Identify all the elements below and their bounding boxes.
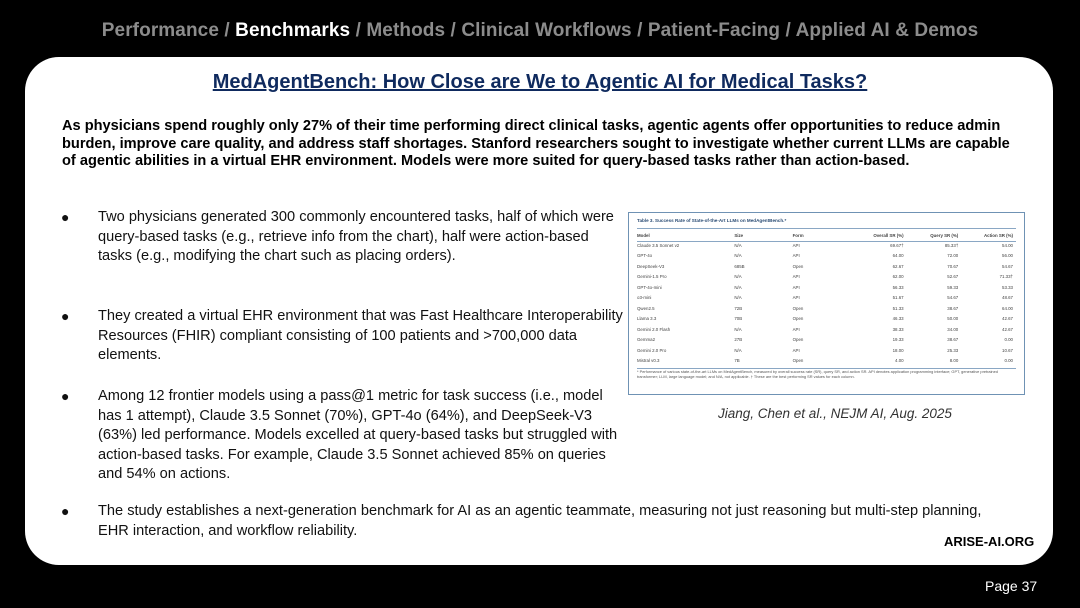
table-cell: 19.33 bbox=[892, 337, 904, 343]
table-cell: 64.00 bbox=[1002, 305, 1013, 311]
table-cell: 70.67 bbox=[947, 263, 959, 269]
table-cell: 50.00 bbox=[947, 316, 959, 322]
table-row bbox=[637, 356, 1017, 367]
table-footnote: * Performance of various state-of-the-art LLMs on MedAgentBench, measured by overall success rate (SR), query SR, and action SR. API denotes application programming interface; GPT, generative pretrained transformer; LLM, large language model; and N/A, not applicable. † These are the best performing SR values for each column. bbox=[637, 369, 998, 379]
table-cell: Open bbox=[792, 305, 804, 311]
table-row bbox=[637, 272, 1017, 283]
bullet-dot: ● bbox=[61, 388, 70, 404]
table-cell: 7B bbox=[734, 358, 740, 364]
table-cell: 53.33 bbox=[1002, 284, 1013, 290]
table-cell: Gemini 2.0 Flash bbox=[637, 326, 671, 332]
table-cell: API bbox=[792, 253, 800, 259]
results-table-figure bbox=[628, 212, 1025, 395]
table-cell: Gemini 2.0 Pro bbox=[637, 347, 667, 353]
table-row bbox=[637, 345, 1017, 356]
table-cell: GPT-4o-mini bbox=[637, 284, 662, 290]
table-row bbox=[637, 251, 1017, 262]
table-cell: 42.67 bbox=[1002, 316, 1013, 322]
table-header-row bbox=[637, 230, 1017, 240]
table-cell: API bbox=[792, 326, 800, 332]
citation-text: Jiang, Chen et al., NEJM AI, Aug. 2025 bbox=[718, 406, 952, 421]
table-cell: GPT-4o bbox=[637, 253, 653, 259]
table-cell: 0.00 bbox=[1004, 337, 1013, 343]
breadcrumb-nav bbox=[0, 20, 1080, 42]
table-cell: 54.67 bbox=[947, 295, 959, 301]
table-cell: DeepSeek-V3 bbox=[637, 263, 665, 269]
nav-separator: / bbox=[219, 20, 236, 41]
bullet-text: They created a virtual EHR environment that was Fast Healthcare Interoperability Resources (FHIR) compliant consisting of 100 patients and >700,000 data elements. bbox=[98, 308, 623, 363]
bullet-text: The study establishes a next-generation benchmark for AI as an agentic teammate, measuring not just reasoning but multi-step planning, EHR interaction, and workflow reliability. bbox=[98, 503, 982, 539]
table-cell: 685B bbox=[734, 263, 745, 269]
table-cell: 51.33 bbox=[892, 305, 904, 311]
intro-paragraph: As physicians spend roughly only 27% of their time performing direct clinical tasks, agentic agents offer opportunities to reduce admin burden, improve care quality, and address staff shortages. Stanford researchers sought to investigate whether current LLMs are capable of agentic abilities in a virtual EHR environment. Models were more suited for query-based tasks rather than action-based. bbox=[62, 118, 1010, 169]
table-cell: 38.67 bbox=[947, 337, 959, 343]
table-cell: 56.00 bbox=[1002, 253, 1013, 259]
table-cell: 27B bbox=[734, 337, 743, 343]
table-cell: 48.67 bbox=[1002, 295, 1013, 301]
results-table bbox=[637, 230, 1017, 366]
table-cell: 62.67 bbox=[892, 263, 904, 269]
table-cell: N/A bbox=[734, 274, 742, 280]
nav-separator: / bbox=[780, 20, 796, 41]
bullet-dot: ● bbox=[61, 209, 70, 225]
nav-item-clinical-workflows[interactable]: Clinical Workflows bbox=[461, 20, 632, 41]
table-row bbox=[637, 303, 1017, 314]
table-cell: Llama 3.3 bbox=[637, 316, 657, 322]
table-cell: Open bbox=[792, 263, 804, 269]
table-cell: 25.33 bbox=[947, 347, 959, 353]
nav-item-patient-facing[interactable]: Patient-Facing bbox=[647, 20, 781, 41]
table-cell: 10.67 bbox=[1002, 347, 1013, 353]
bullet-dot: ● bbox=[61, 308, 70, 324]
table-row bbox=[637, 282, 1017, 293]
table-cell: 71.33† bbox=[999, 274, 1013, 280]
table-cell: 59.33 bbox=[947, 284, 959, 290]
table-cell: 8.00 bbox=[949, 358, 959, 364]
slide-card bbox=[25, 57, 1053, 565]
table-row bbox=[637, 240, 1017, 251]
table-cell: N/A bbox=[734, 284, 742, 290]
table-cell: 56.33 bbox=[892, 284, 904, 290]
table-row bbox=[637, 293, 1017, 304]
nav-item-performance[interactable]: Performance bbox=[101, 20, 220, 41]
table-cell: 18.00 bbox=[892, 347, 904, 353]
table-cell: API bbox=[792, 347, 800, 353]
table-cell: Open bbox=[792, 358, 804, 364]
table-body bbox=[637, 240, 1017, 366]
table-cell: 70B bbox=[734, 316, 743, 322]
table-row bbox=[637, 314, 1017, 325]
table-cell: N/A bbox=[734, 253, 742, 259]
table-cell: N/A bbox=[734, 347, 742, 353]
table-cell: 38.33 bbox=[892, 326, 904, 332]
table-header-cell: Model bbox=[637, 232, 650, 238]
table-cell: API bbox=[792, 274, 800, 280]
table-cell: Open bbox=[792, 316, 804, 322]
nav-item-methods[interactable]: Methods bbox=[366, 20, 446, 41]
table-cell: 0.00 bbox=[1004, 358, 1013, 364]
table-cell: 52.67 bbox=[947, 274, 959, 280]
table-cell: 54.00 bbox=[1002, 242, 1013, 248]
table-cell: API bbox=[792, 295, 800, 301]
bullet-text: Two physicians generated 300 commonly encountered tasks, half of which were query-based tasks (e.g., retrieve info from the chart), half were action-based tasks (e.g., modifying the chart such as placing orders). bbox=[98, 209, 614, 264]
slide-title: MedAgentBench: How Close are We to Agentic AI for Medical Tasks? bbox=[212, 71, 868, 93]
table-cell: 51.67 bbox=[892, 295, 904, 301]
table-cell: 42.67 bbox=[1002, 326, 1013, 332]
table-cell: 54.67 bbox=[1002, 263, 1013, 269]
table-cell: 85.33† bbox=[944, 242, 959, 248]
table-cell: API bbox=[792, 242, 800, 248]
org-label: ARISE-AI.ORG bbox=[944, 534, 1035, 549]
table-header-cell: Form bbox=[792, 232, 804, 238]
table-cell: Gemma2 bbox=[637, 337, 656, 343]
bullet-text: Among 12 frontier models using a pass@1 metric for task success (i.e., model has 1 attempt), Claude 3.5 Sonnet (70%), GPT-4o (64%), and DeepSeek-V3 (63%) led performance. Models excelled at query-based tasks but struggled with action-based tasks. For example, Claude 3.5 Sonnet achieved 85% on queries and 54% on actions. bbox=[98, 388, 618, 482]
table-cell: 72.00 bbox=[947, 253, 959, 259]
table-cell: Qwen2.5 bbox=[637, 305, 655, 311]
table-cell: API bbox=[792, 284, 800, 290]
table-cell: 64.00 bbox=[892, 253, 904, 259]
nav-item-applied-ai-demos[interactable]: Applied AI & Demos bbox=[795, 20, 979, 41]
table-header-cell: Size bbox=[734, 232, 744, 238]
table-cell: N/A bbox=[734, 295, 742, 301]
table-row bbox=[637, 324, 1017, 335]
table-header-cell: Overall SR (%) bbox=[873, 232, 904, 238]
table-cell: Claude 3.5 Sonnet v2 bbox=[637, 242, 680, 248]
table-cell: 4.00 bbox=[895, 358, 904, 364]
table-cell: 62.00 bbox=[892, 274, 904, 280]
nav-separator: / bbox=[631, 20, 648, 41]
table-cell: 72B bbox=[734, 305, 743, 311]
table-cell: 34.00 bbox=[947, 326, 959, 332]
table-cell: 69.67† bbox=[890, 242, 904, 248]
nav-separator: / bbox=[445, 20, 462, 41]
nav-separator: / bbox=[350, 20, 367, 41]
table-cell: N/A bbox=[734, 242, 742, 248]
table-cell: Mistral v0.3 bbox=[637, 358, 660, 364]
nav-item-benchmarks[interactable]: Benchmarks bbox=[235, 20, 351, 41]
table-caption: Table 3. Success Rate of State-of-the-Art LLMs on MedAgentBench.* bbox=[637, 218, 787, 223]
table-row bbox=[637, 335, 1017, 346]
table-cell: o3-mini bbox=[637, 295, 652, 301]
table-rule bbox=[637, 228, 1016, 229]
table-header-cell: Query SR (%) bbox=[930, 232, 959, 238]
table-cell: 38.67 bbox=[947, 305, 959, 311]
table-cell: Gemini-1.5 Pro bbox=[637, 274, 667, 280]
page-number: Page 37 bbox=[985, 578, 1038, 594]
bullet-dot: ● bbox=[61, 503, 70, 519]
table-cell: Open bbox=[792, 337, 804, 343]
table-cell: 46.33 bbox=[892, 316, 904, 322]
table-cell: N/A bbox=[734, 326, 742, 332]
table-header-cell: Action SR (%) bbox=[983, 232, 1013, 238]
table-row bbox=[637, 261, 1017, 272]
